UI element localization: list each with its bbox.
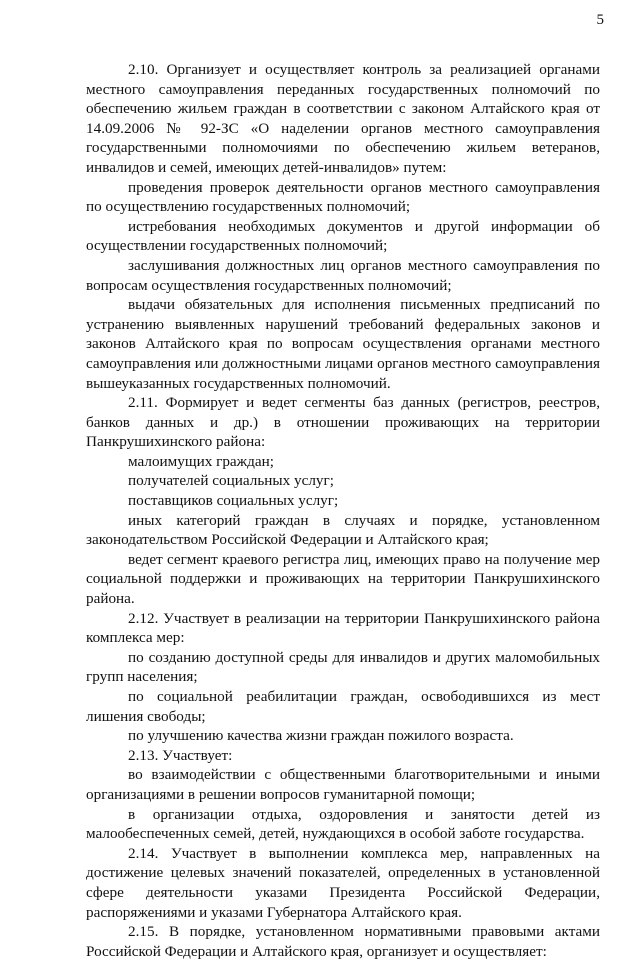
list-item-recipients: получателей социальных услуг; — [128, 472, 334, 490]
list-item-accessible-environment: по созданию доступной среды для инвалидов и других маломобильных групп населения; — [86, 648, 600, 686]
list-item-inspections: проведения проверок деятельности органов местного самоуправления по осуществлению государственных полномочий; — [86, 178, 600, 216]
paragraph-2-15: 2.15. В порядке, установленном нормативными правовыми актами Российской Федерации и Алтайского края, организует и осуществляет: — [86, 923, 600, 960]
page-number: 5 — [596, 12, 604, 28]
paragraph-2-10: 2.10. Организует и осуществляет контроль за реализацией органами местного самоуправления переданных государственных полномочий по обеспечению жильем граждан в соответствии с законом Алтайского края от 14.09.2006 № 92-ЗС «О наделении органов местного самоуправления государственными полномочиями по обеспечению жильем ветеранов, инвалидов и семей, имеющих детей-инвалидов» путем: — [86, 61, 600, 176]
paragraph-2-13: 2.13. Участвует: — [128, 746, 233, 764]
list-item-orders: выдачи обязательных для исполнения письменных предписаний по устранению выявленных нарушений требований федеральных законов и законов Алтайского края по вопросам осуществления органами местного самоуправления или должностными лицами органов местного самоуправления вышеуказанных государственных полномочий. — [86, 296, 600, 392]
list-item-hearings: заслушивания должностных лиц органов местного самоуправления по вопросам осуществления государственных полномочий; — [86, 256, 600, 294]
list-item-documents: истребования необходимых документов и другой информации об осуществлении государственных полномочий; — [86, 217, 600, 255]
list-item-children-recreation: в организации отдыха, оздоровления и занятости детей из малообеспеченных семей, детей, нуждающихся в особой заботе государства. — [86, 805, 600, 843]
list-item-providers: поставщиков социальных услуг; — [128, 492, 339, 510]
document-body — [86, 60, 600, 961]
list-item-rehabilitation: по социальной реабилитации граждан, освободившихся из мест лишения свободы; — [86, 688, 600, 725]
list-item-elderly: по улучшению качества жизни граждан пожилого возраста. — [128, 727, 514, 745]
paragraph-2-11: 2.11. Формирует и ведет сегменты баз данных (регистров, реестров, банков данных и др.) в отношении проживающих на территории Панкрушихинского района: — [86, 394, 600, 451]
list-item-charity: во взаимодействии с общественными благотворительными и иными организациями в решении вопросов гуманитарной помощи; — [86, 766, 600, 803]
list-item-regional-register: ведет сегмент краевого регистра лиц, имеющих право на получение мер социальной поддержки и проживающих на территории Панкрушихинского района. — [86, 550, 600, 608]
paragraph-2-12: 2.12. Участвует в реализации на территории Панкрушихинского района комплекса мер: — [86, 609, 600, 647]
list-item-low-income: малоимущих граждан; — [128, 452, 274, 470]
paragraph-2-14: 2.14. Участвует в выполнении комплекса мер, направленных на достижение целевых значений показателей, определенных в установленной сфере деятельности указами Президента Российской Федерации, распоряжениями и указами Губернатора Алтайского края. — [86, 844, 600, 921]
list-item-other-categories: иных категорий граждан в случаях и порядке, установленном законодательством Российской Федерации и Алтайского края; — [86, 511, 600, 549]
